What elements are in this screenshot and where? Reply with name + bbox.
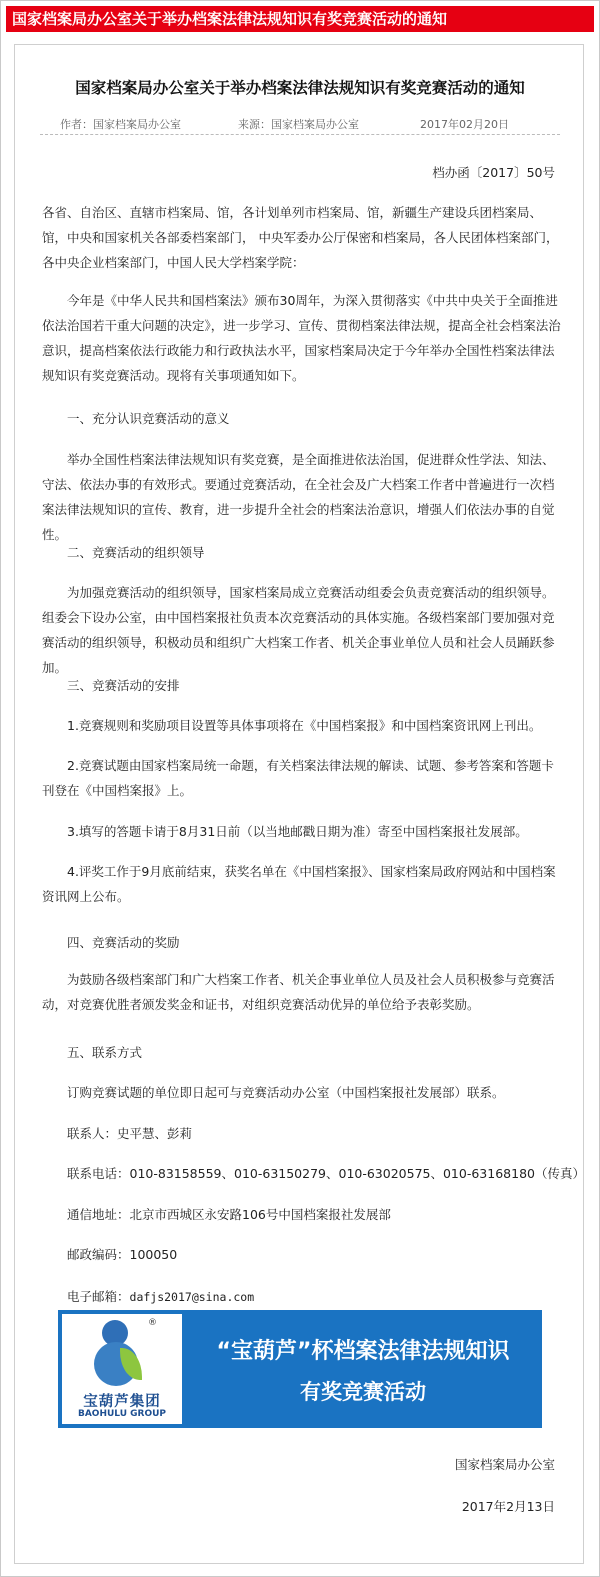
section1-heading: 一、充分认识竞赛活动的意义 bbox=[67, 411, 230, 426]
meta-divider bbox=[40, 134, 560, 135]
header-banner-title: 国家档案局办公室关于举办档案法律法规知识有奖竞赛活动的通知 bbox=[6, 6, 594, 32]
brand-logo bbox=[62, 1314, 182, 1424]
contact-intro: 订购竞赛试题的单位即日起可与竞赛活动办公室（中国档案报社发展部）联系。 bbox=[67, 1085, 505, 1100]
contact-person: 联系人：史平慧、彭莉 bbox=[67, 1126, 193, 1141]
contact-email: dafjs2017@sina.com bbox=[129, 1290, 255, 1304]
section3-heading: 三、竞赛活动的安排 bbox=[67, 678, 180, 693]
section4-body: 为鼓励各级档案部门和广大档案工作者、机关企事业单位人员及社会人员积极参与竞赛活动，对竞赛优胜者颁发奖金和证书，对组织竞赛活动优异的单位给予表彰奖励。 bbox=[42, 972, 555, 1012]
source-meta bbox=[238, 116, 359, 132]
publish-date: 2017年02月20日 bbox=[420, 118, 509, 131]
source-label: 来源： bbox=[238, 118, 271, 131]
intro-paragraph: 今年是《中华人民共和国档案法》颁布30周年，为深入贯彻落实《中共中央关于全面推进依法治国若干重大问题的决定》，进一步学习、宣传、贯彻档案法律法规，提高全社会档案法治意识，提高档案依法行政能力和行政执法水平，国家档案局决定于今年举办全国性档案法律法规知识有奖竞赛活动。现将有关事项通知如下。 bbox=[42, 293, 561, 383]
section1-body: 举办全国性档案法律法规知识有奖竞赛，是全面推进依法治国，促进群众性学法、知法、守法、依法办事的有效形式。要通过竞赛活动，在全社会及广大档案工作者中普遍进行一次档案法律法规知识的宣传、教育，进一步提升全社会的档案法治意识，增强人们依法办事的自觉性。 bbox=[42, 452, 555, 542]
signature-date: 2017年2月13日 bbox=[461, 1499, 555, 1514]
section5-heading: 五、联系方式 bbox=[67, 1045, 143, 1060]
author-meta bbox=[60, 116, 181, 132]
author-label: 作者： bbox=[60, 118, 93, 131]
contact-email-label: 电子邮箱： bbox=[67, 1289, 130, 1304]
article-title: 国家档案局办公室关于举办档案法律法规知识有奖竞赛活动的通知 bbox=[75, 79, 525, 97]
source-name: 国家档案局办公室 bbox=[271, 118, 359, 131]
section4-heading: 四、竞赛活动的奖励 bbox=[67, 935, 180, 950]
brand-name: 宝葫芦集团 bbox=[83, 1394, 161, 1410]
contact-address: 通信地址：北京市西城区永安路106号中国档案报社发展部 bbox=[67, 1207, 391, 1222]
section3-item-4: 4.评奖工作于9月底前结束，获奖名单在《中国档案报》、国家档案局政府网站和中国档案资讯网上公布。 bbox=[42, 864, 556, 904]
section3-item-1: 1.竞赛规则和奖励项目设置等具体事项将在《中国档案报》和中国档案资讯网上刊出。 bbox=[67, 718, 542, 733]
author-name: 国家档案局办公室 bbox=[93, 118, 181, 131]
banner-headline: “宝葫芦”杯档案法律法规知识 bbox=[216, 1339, 510, 1364]
banner-subheadline: 有奖竞赛活动 bbox=[300, 1380, 426, 1404]
registered-mark: ® bbox=[148, 1318, 157, 1328]
contact-phone: 联系电话：010-83158559、010-63150279、010-63020575、010-63168180（传真） bbox=[67, 1166, 585, 1181]
section3-item-3: 3.填写的答题卡请于8月31日前（以当地邮戳日期为准）寄至中国档案报社发展部。 bbox=[67, 824, 528, 839]
brand-name-en: BAOHULU GROUP bbox=[77, 1409, 167, 1419]
addressees: 各省、自治区、直辖市档案局、馆，各计划单列市档案局、馆，新疆生产建设兵团档案局、馆，中央和国家机关各部委档案部门， 中央军委办公厅保密和档案局，各人民团体档案部门，各中央企业档案部门，中国人民大学档案学院： bbox=[42, 205, 559, 270]
section2-heading: 二、竞赛活动的组织领导 bbox=[67, 545, 205, 560]
doc-number: 档办函〔2017〕50号 bbox=[432, 165, 555, 180]
sponsor-banner bbox=[58, 1310, 542, 1428]
contact-postcode: 邮政编码：100050 bbox=[67, 1247, 178, 1262]
section2-body: 为加强竞赛活动的组织领导，国家档案局成立竞赛活动组委会负责竞赛活动的组织领导。组委会下设办公室，由中国档案报社负责本次竞赛活动的具体实施。各级档案部门要加强对竞赛活动的组织领导，积极动员和组织广大档案工作者、机关企事业单位人员和社会人员踊跃参加。 bbox=[42, 585, 555, 675]
signature-org: 国家档案局办公室 bbox=[454, 1457, 555, 1472]
contact-email-row bbox=[42, 1284, 562, 1310]
section3-item-2: 2.竞赛试题由国家档案局统一命题，有关档案法律法规的解读、试题、参考答案和答题卡刊登在《中国档案报》上。 bbox=[42, 758, 554, 798]
